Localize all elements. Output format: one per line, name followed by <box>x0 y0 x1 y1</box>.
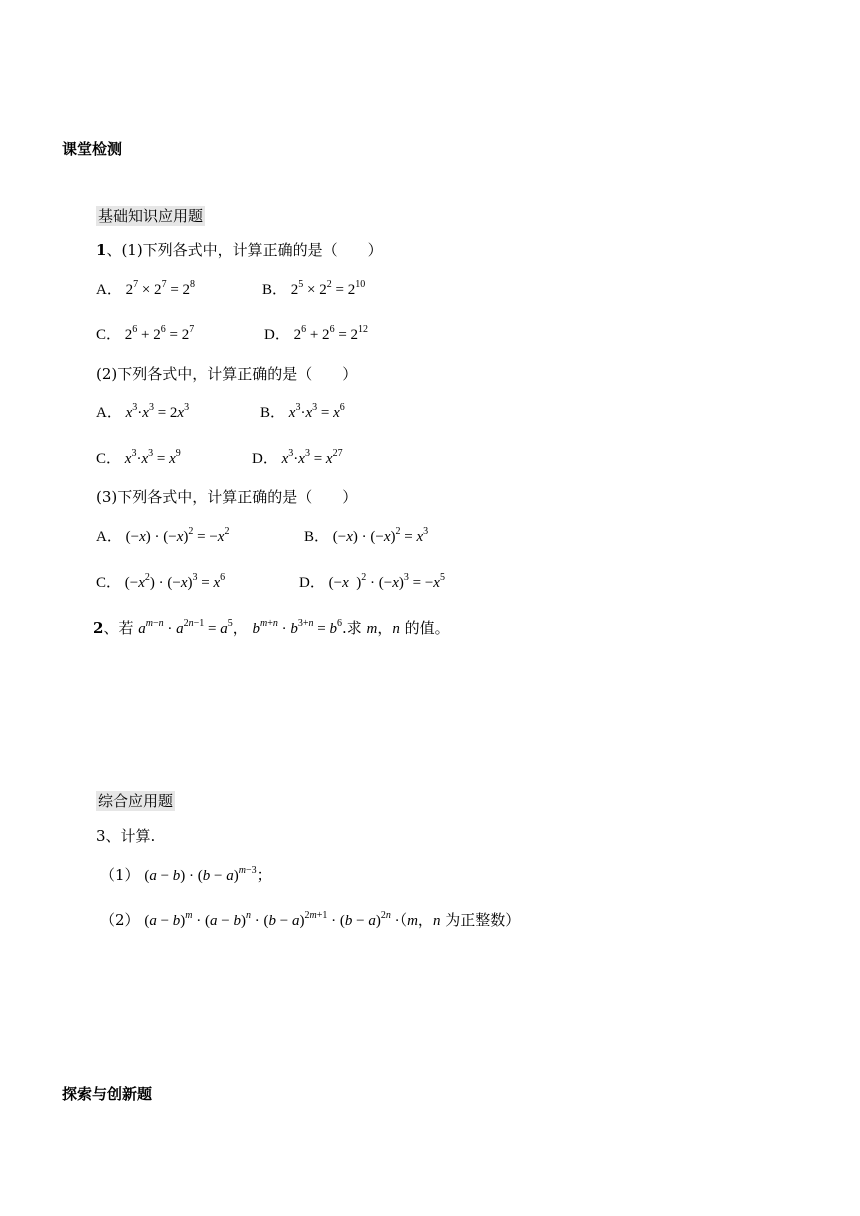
q3-item-1: （1） $(a - b) \cdot (b - a)^{m-3}$； <box>100 865 272 884</box>
q2: 2、若 $a^{m-n} \cdot a^{2n-1} = a^5$， $b^{m+n} \cdot b^{3+n} = b^6$.求 m，n 的值。 <box>93 618 450 637</box>
q1-number: 1 <box>96 241 107 259</box>
q1-2-intro: (2)下列各式中，计算正确的是（ ） <box>96 365 358 383</box>
q1-2-option-b: B． $x^3\cdot x^3 = x^6$ <box>260 402 345 421</box>
q1-3-option-b: B． $(-x) \cdot (-x)^2 = x^3$ <box>304 526 429 545</box>
q1-3-option-d: D． (−x )$^2 \cdot (-x)^3 = -x^5$ <box>299 572 445 591</box>
section-title-classroom-test: 课堂检测 <box>62 140 123 158</box>
section-title-explore: 探索与创新题 <box>62 1085 153 1103</box>
q1-3-option-a: A． $(-x) \cdot (-x)^2 = -x^2$ <box>96 526 230 545</box>
q1-2-option-d: D． $x^3\cdot x^3 = x^{27}$ <box>252 448 343 467</box>
q3-intro: 3、计算. <box>96 827 156 845</box>
q1-3-option-c: C． $(-x^2) \cdot (-x)^3 = x^6$ <box>96 572 226 591</box>
q1-intro-text: 、(1)下列各式中，计算正确的是（ ） <box>106 241 383 259</box>
q3-item-2: （2） $(a - b)^m \cdot (a - b)^n \cdot (b - a)^{2m+1} \cdot (b - a)^{2n} \cdot(m$，n 为正整数） <box>100 910 521 929</box>
part-title-comprehensive: 综合应用题 <box>98 792 174 810</box>
q1-1-option-b: B． $2^5 \times 2^2 = 2^{10}$ <box>262 279 366 298</box>
q2-number: 2 <box>93 619 104 637</box>
q1-intro <box>96 240 383 260</box>
q1-1-option-a: A． $2^7 \times 2^7 = 2^8$ <box>96 279 196 298</box>
q1-1-option-d: D． $2^6 + 2^6 = 2^{12}$ <box>264 324 369 343</box>
q1-1-option-c: C． $2^6 + 2^6 = 2^7$ <box>96 324 195 343</box>
part-title-basic: 基础知识应用题 <box>98 207 204 225</box>
q1-3-intro: (3)下列各式中，计算正确的是（ ） <box>96 488 358 506</box>
q1-2-option-c: C． $x^3\cdot x^3 = x^9$ <box>96 448 181 467</box>
q1-2-option-a: A． $x^3\cdot x^3 = 2x^3$ <box>96 402 190 421</box>
